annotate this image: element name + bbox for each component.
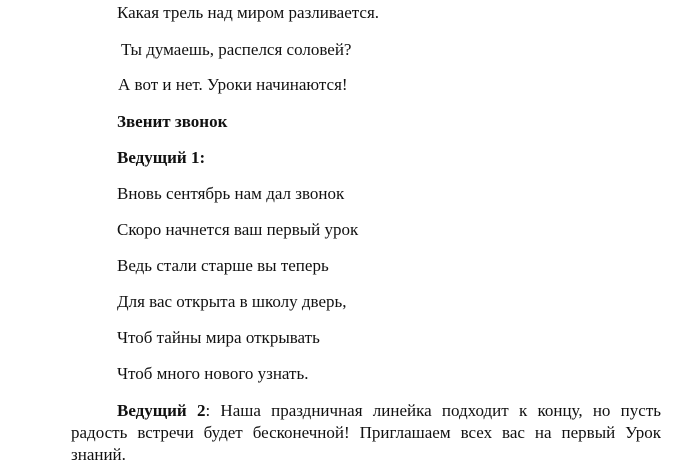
stage-direction: Звенит звонок (117, 112, 228, 131)
speaker-label-1: Ведущий 1: (117, 148, 206, 167)
closing-paragraph-row-3: знаний. (71, 445, 126, 464)
closing-text-1: : Наша праздничная линейка подходит к концу, но пусть (205, 401, 662, 420)
verse-line-7: Для вас открыта в школу дверь, (117, 292, 347, 311)
verse-line-5: Скоро начнется ваш первый урок (117, 220, 359, 239)
closing-paragraph-row-1 (71, 400, 661, 422)
verse-line-4: Вновь сентябрь нам дал звонок (117, 184, 345, 203)
verse-line-6: Ведь стали старше вы теперь (117, 256, 329, 275)
verse-line-3: А вот и нет. Уроки начинаются! (118, 75, 348, 94)
verse-line-1: Какая трель над миром разливается. (117, 3, 380, 22)
verse-line-8: Чтоб тайны мира открывать (117, 328, 320, 347)
closing-paragraph (71, 400, 661, 466)
closing-paragraph-row-2: радость встречи будет бесконечной! Приглашаем всех вас на первый Урок (71, 423, 661, 442)
verse-line-9: Чтоб много нового узнать. (117, 364, 309, 383)
verse-line-2: Ты думаешь, распелся соловей? (121, 40, 352, 59)
speaker-label-2: Ведущий 2 (117, 401, 206, 420)
